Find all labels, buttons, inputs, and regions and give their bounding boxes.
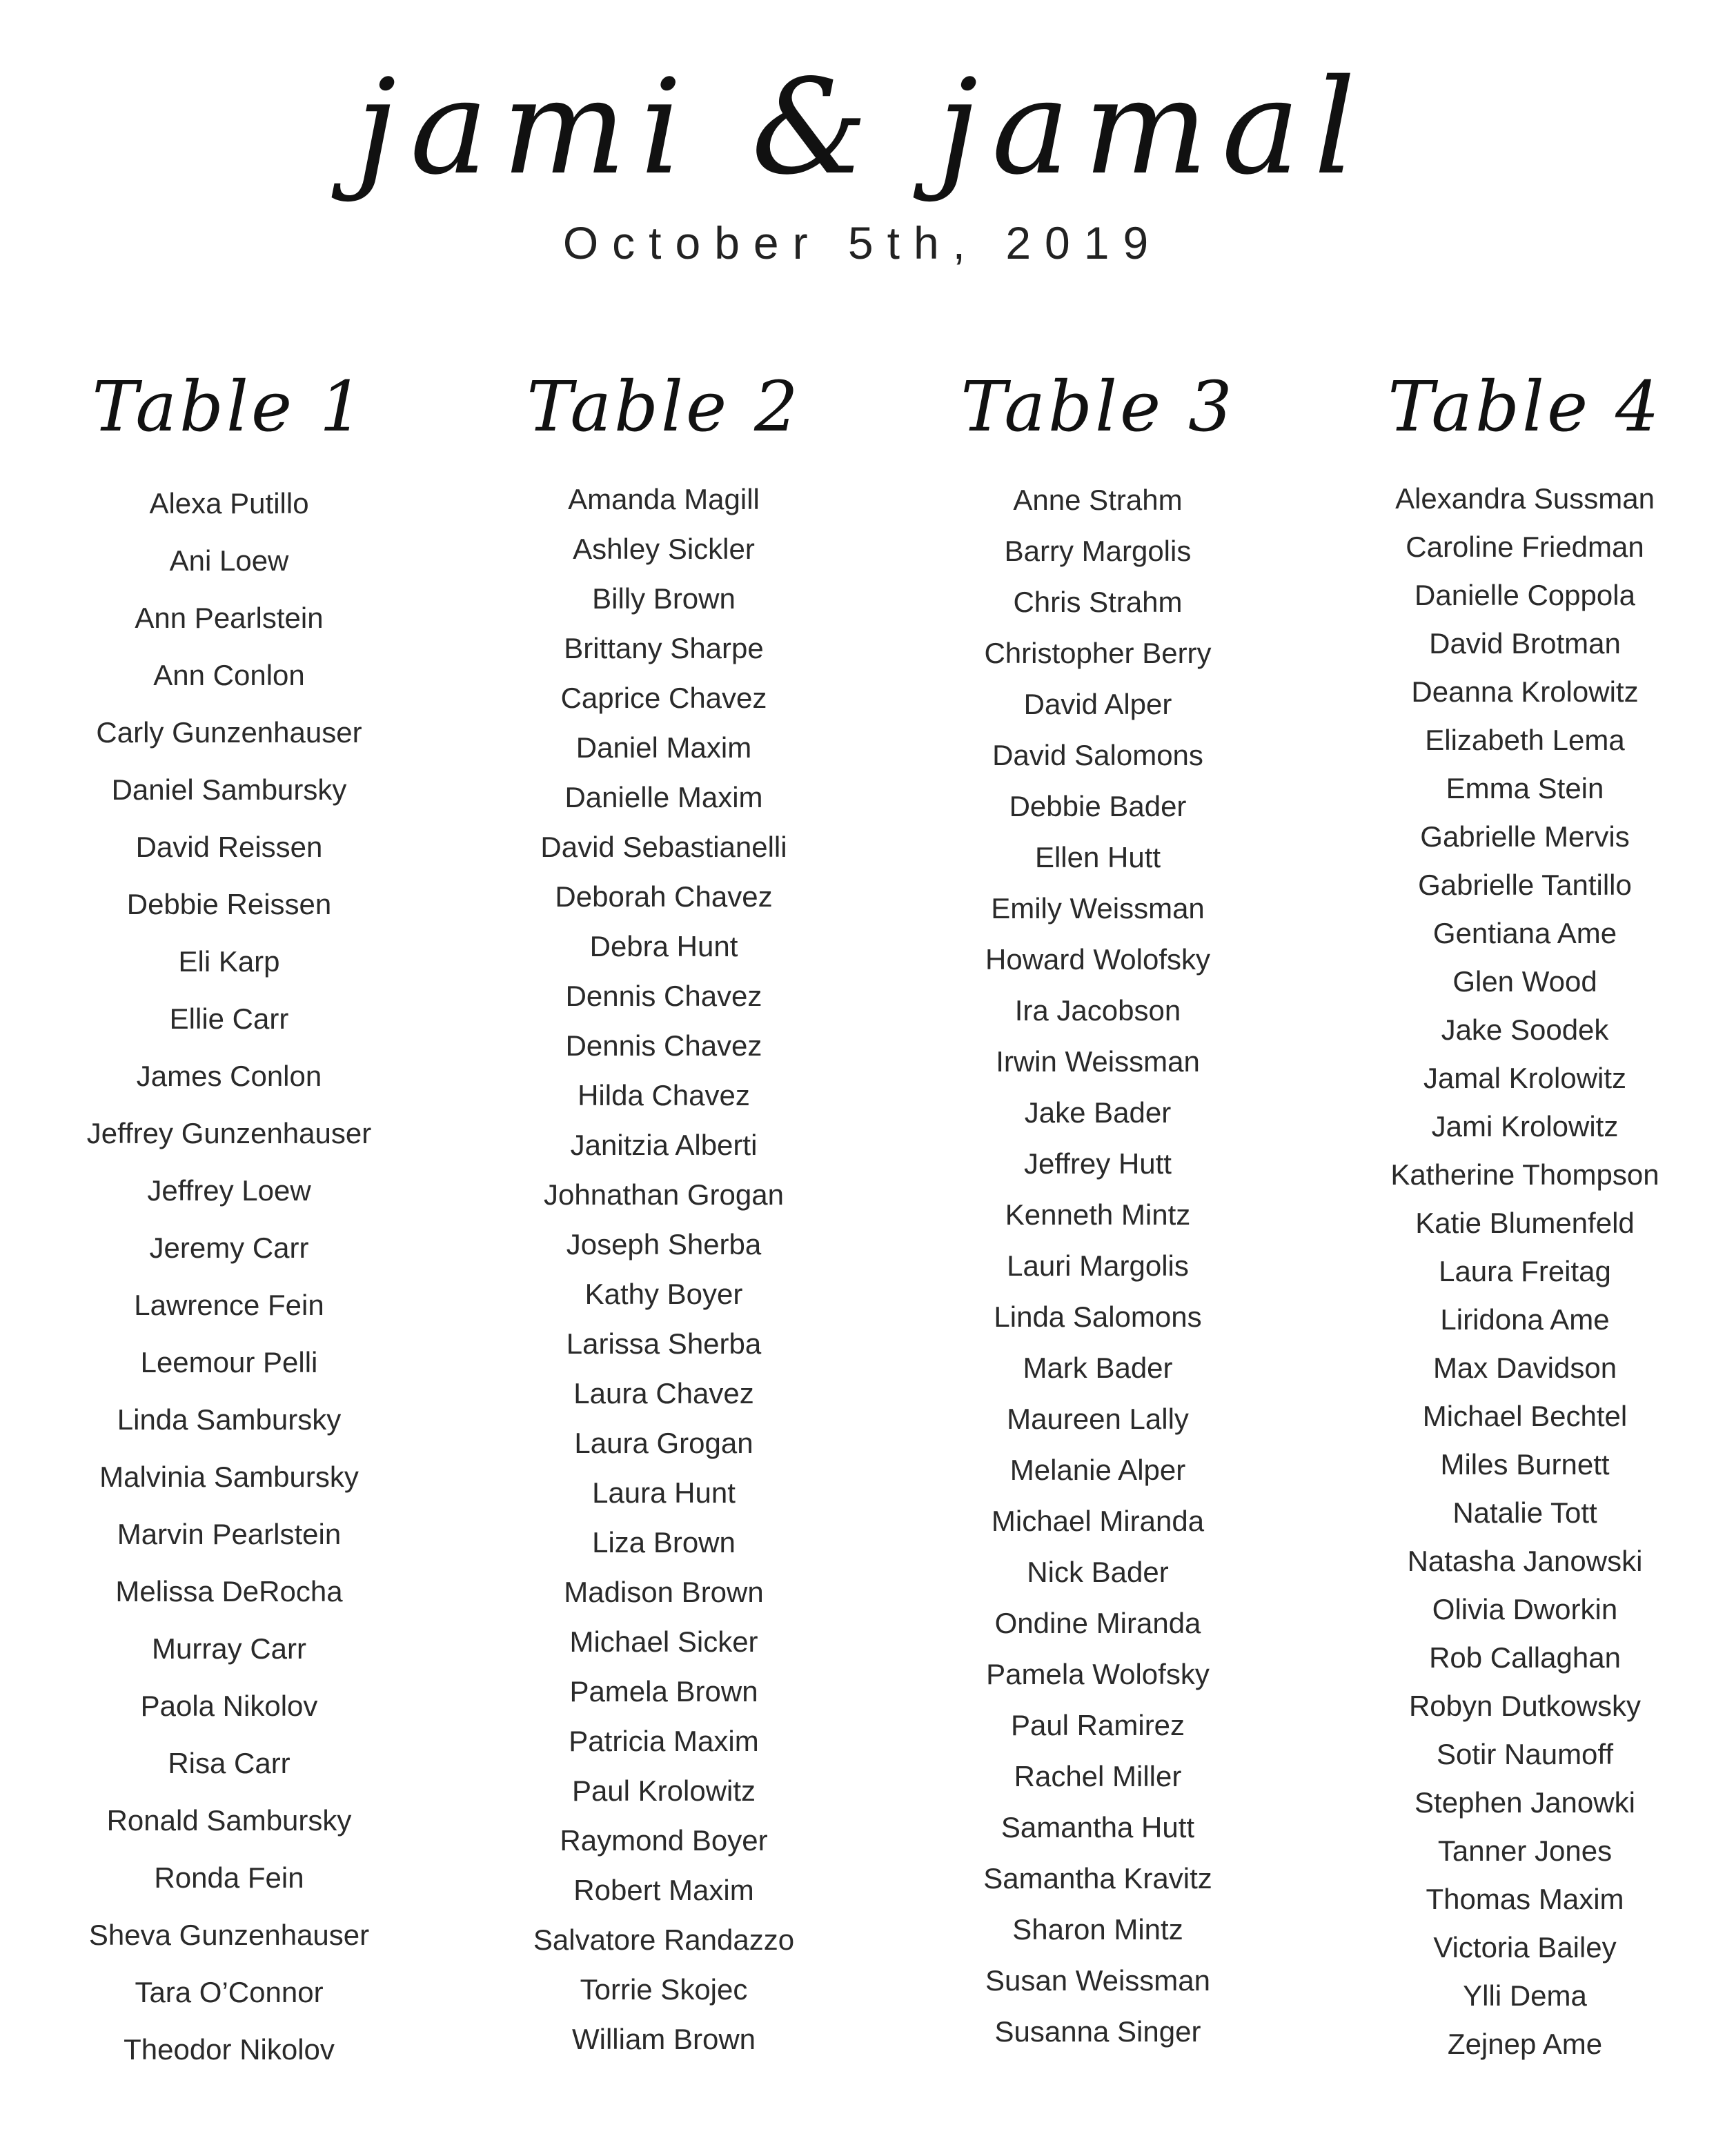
guest-name: Samantha Hutt	[1000, 1811, 1195, 1843]
guest-name: Daniel Sambursky	[111, 773, 347, 806]
guest-name: David Alper	[1023, 688, 1172, 720]
guest-name: Paul Ramirez	[1010, 1709, 1185, 1741]
guest-name: Ira Jacobson	[1014, 994, 1181, 1027]
guest-name: Sheva Gunzenhauser	[88, 1919, 370, 1951]
guest-name: Chris Strahm	[1013, 586, 1183, 618]
guest-name: Jami Krolowitz	[1431, 1110, 1619, 1143]
guest-name: Max Davidson	[1432, 1352, 1617, 1384]
guest-name: Jeffrey Loew	[147, 1174, 311, 1207]
guest-name: Liza Brown	[592, 1526, 736, 1559]
guest-name: Ashley Sickler	[573, 533, 755, 565]
guest-name: David Reissen	[135, 831, 323, 863]
guest-name: Paola Nikolov	[140, 1690, 318, 1722]
table-heading: Table 4	[1388, 366, 1662, 447]
guest-name: Natalie Tott	[1452, 1496, 1597, 1529]
guest-name: Patricia Maxim	[569, 1725, 759, 1757]
guest-name: Dennis Chavez	[565, 980, 762, 1012]
guest-name: Samantha Kravitz	[983, 1862, 1212, 1895]
guest-name: Christopher Berry	[984, 637, 1212, 669]
guest-name: Murray Carr	[151, 1632, 306, 1665]
guest-name: Deanna Krolowitz	[1411, 675, 1639, 708]
guest-name: Leemour Pelli	[140, 1346, 318, 1378]
guest-name: Kenneth Mintz	[1005, 1198, 1191, 1231]
guest-name: Jeffrey Hutt	[1024, 1147, 1172, 1180]
guest-name: Emily Weissman	[991, 892, 1205, 924]
guest-name: Amanda Magill	[568, 483, 760, 515]
guest-name: Susanna Singer	[994, 2015, 1201, 2048]
guest-name: Thomas Maxim	[1426, 1883, 1624, 1915]
guest-name: Natasha Janowski	[1407, 1545, 1643, 1577]
guest-name: Laura Chavez	[573, 1377, 754, 1410]
guest-name: Ellen Hutt	[1034, 841, 1161, 873]
guest-name: Howard Wolofsky	[985, 943, 1210, 976]
guest-name: Larissa Sherba	[566, 1327, 762, 1360]
guest-name: Jake Bader	[1024, 1096, 1172, 1129]
guest-name: Carly Gunzenhauser	[96, 716, 362, 749]
guest-name: Jake Soodek	[1441, 1013, 1609, 1046]
guest-name: Kathy Boyer	[584, 1278, 743, 1310]
guest-list	[36, 455, 422, 2078]
guest-name: Billy Brown	[592, 582, 736, 615]
guest-name: Zejnep Ame	[1447, 2028, 1603, 2060]
guest-name: Liridona Ame	[1440, 1303, 1610, 1336]
guest-name: Lauri Margolis	[1007, 1249, 1189, 1282]
guest-name: Miles Burnett	[1440, 1448, 1610, 1481]
guest-list	[905, 455, 1291, 2057]
guest-name: Daniel Maxim	[575, 731, 752, 764]
guest-name: Alexandra Sussman	[1395, 482, 1655, 515]
guest-list	[1332, 455, 1718, 2068]
table-2-column	[471, 359, 857, 2064]
guest-name: Irwin Weissman	[996, 1045, 1200, 1078]
couple-names: jami & jamal	[355, 51, 1370, 204]
guest-name: Lawrence Fein	[134, 1289, 324, 1321]
guest-name: Maureen Lally	[1007, 1403, 1189, 1435]
guest-list	[471, 455, 857, 2064]
guest-name: Linda Sambursky	[117, 1403, 342, 1436]
guest-name: David Sebastianelli	[540, 831, 787, 863]
guest-name: Theodor Nikolov	[124, 2033, 335, 2066]
guest-name: Michael Bechtel	[1422, 1400, 1628, 1432]
table-4-column	[1332, 359, 1718, 2068]
guest-name: Risa Carr	[168, 1747, 290, 1779]
guest-name: Gabrielle Tantillo	[1418, 869, 1632, 901]
guest-name: Katie Blumenfeld	[1415, 1207, 1635, 1239]
guest-name: Madison Brown	[564, 1576, 764, 1608]
guest-name: Deborah Chavez	[555, 880, 773, 913]
guest-name: Gentiana Ame	[1432, 917, 1617, 949]
guest-name: Salvatore Randazzo	[533, 1923, 795, 1956]
guest-name: Brittany Sharpe	[564, 632, 764, 664]
guest-name: Ronda Fein	[154, 1861, 304, 1894]
guest-name: Emma Stein	[1446, 772, 1604, 804]
guest-name: Barry Margolis	[1004, 535, 1192, 567]
guest-name: Laura Freitag	[1439, 1255, 1611, 1287]
guest-name: Alexa Putillo	[149, 487, 309, 520]
guest-name: Stephen Janowki	[1414, 1786, 1635, 1819]
guest-name: David Salomons	[992, 739, 1203, 771]
guest-name: Gabrielle Mervis	[1420, 820, 1630, 853]
guest-name: Ronald Sambursky	[106, 1804, 352, 1837]
guest-name: Michael Sicker	[569, 1625, 758, 1658]
guest-name: Debbie Reissen	[126, 888, 332, 920]
guest-name: Laura Hunt	[592, 1476, 736, 1509]
guest-name: Ondine Miranda	[994, 1607, 1201, 1639]
guest-name: Debra Hunt	[589, 930, 738, 962]
guest-name: Paul Krolowitz	[571, 1774, 756, 1807]
guest-name: Ellie Carr	[169, 1002, 289, 1035]
guest-name: Olivia Dworkin	[1432, 1593, 1618, 1625]
guest-name: Eli Karp	[178, 945, 280, 978]
guest-name: Raymond Boyer	[560, 1824, 768, 1857]
guest-name: Hilda Chavez	[578, 1079, 750, 1111]
guest-name: Caprice Chavez	[560, 682, 767, 714]
table-heading: Table 1	[92, 366, 366, 447]
event-date: October 5th, 2019	[562, 217, 1163, 268]
guest-name: Elizabeth Lema	[1425, 724, 1625, 756]
guest-name: Ani Loew	[169, 544, 289, 577]
table-heading: Table 3	[960, 366, 1235, 447]
guest-name: Janitzia Alberti	[570, 1129, 758, 1161]
guest-name: Ann Pearlstein	[135, 602, 324, 634]
guest-name: Jeremy Carr	[149, 1232, 309, 1264]
guest-name: Linda Salomons	[994, 1300, 1202, 1333]
guest-name: Glen Wood	[1452, 965, 1597, 998]
guest-name: William Brown	[571, 2023, 756, 2055]
guest-name: Jamal Krolowitz	[1423, 1062, 1627, 1094]
guest-name: Nick Bader	[1027, 1556, 1169, 1588]
guest-name: David Brotman	[1429, 627, 1621, 660]
guest-name: Tanner Jones	[1437, 1834, 1613, 1867]
guest-name: James Conlon	[136, 1060, 322, 1092]
guest-name: Victoria Bailey	[1433, 1931, 1617, 1964]
guest-name: Ann Conlon	[153, 659, 305, 691]
guest-name: Susan Weissman	[985, 1964, 1211, 1997]
guest-name: Danielle Coppola	[1414, 579, 1635, 611]
guest-name: Danielle Maxim	[564, 781, 763, 813]
guest-name: Johnathan Grogan	[544, 1178, 784, 1211]
table-1-column	[36, 359, 422, 2078]
guest-name: Caroline Friedman	[1406, 531, 1644, 563]
guest-name: Michael Miranda	[991, 1505, 1205, 1537]
guest-name: Torrie Skojec	[580, 1973, 748, 2006]
guest-name: Ylli Dema	[1463, 1979, 1587, 2012]
table-3-column	[905, 359, 1291, 2057]
guest-name: Sharon Mintz	[1012, 1913, 1183, 1946]
guest-name: Malvinia Sambursky	[99, 1461, 359, 1493]
guest-name: Laura Grogan	[574, 1427, 753, 1459]
guest-name: Pamela Wolofsky	[986, 1658, 1210, 1690]
guest-name: Jeffrey Gunzenhauser	[86, 1117, 372, 1149]
guest-name: Rachel Miller	[1014, 1760, 1182, 1792]
table-heading: Table 2	[526, 366, 801, 447]
guest-name: Sotir Naumoff	[1437, 1738, 1613, 1770]
guest-name: Joseph Sherba	[566, 1228, 762, 1260]
guest-name: Katherine Thompson	[1390, 1158, 1659, 1191]
guest-name: Mark Bader	[1023, 1352, 1173, 1384]
guest-name: Robert Maxim	[573, 1874, 754, 1906]
guest-name: Robyn Dutkowsky	[1408, 1690, 1642, 1722]
guest-name: Rob Callaghan	[1429, 1641, 1621, 1674]
guest-name: Debbie Bader	[1009, 790, 1187, 822]
guest-name: Pamela Brown	[569, 1675, 758, 1708]
guest-name: Melanie Alper	[1009, 1454, 1186, 1486]
guest-name: Melissa DeRocha	[115, 1575, 343, 1608]
guest-name: Tara O’Connor	[135, 1976, 324, 2008]
guest-name: Dennis Chavez	[565, 1029, 762, 1062]
guest-name: Anne Strahm	[1013, 484, 1183, 516]
guest-name: Marvin Pearlstein	[117, 1518, 342, 1550]
